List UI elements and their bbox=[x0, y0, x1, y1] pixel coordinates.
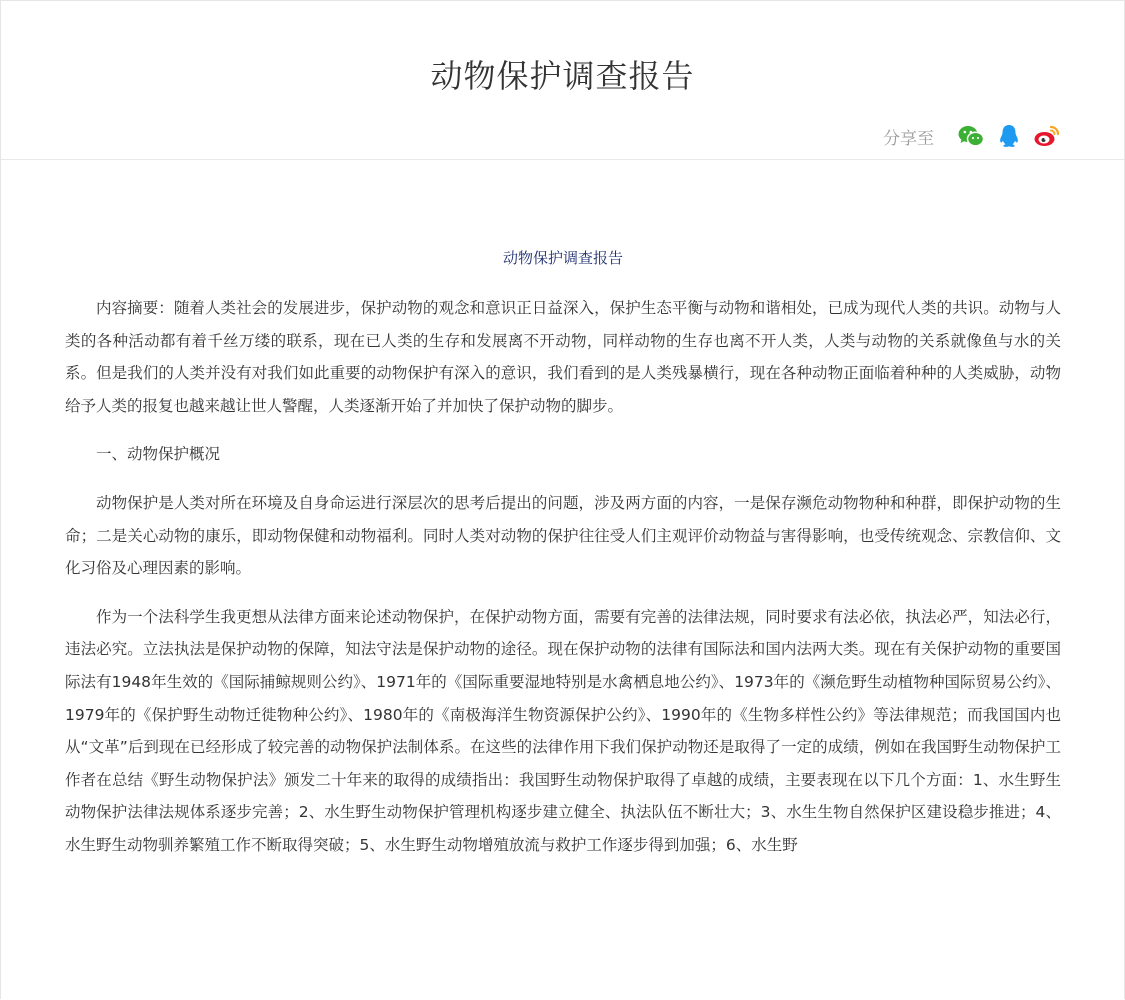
share-label: 分享至 bbox=[883, 128, 934, 149]
section-heading: 一、动物保护概况 bbox=[96, 445, 221, 464]
abstract-paragraph: 内容摘要：随着人类社会的发展进步，保护动物的观念和意识正日益深入，保护生态平衡与动物和谐相处，已成为现代人类的共识。动物与人类的各种活动都有着千丝万缕的联系，现在已人类的生存和发展离不开动物，同样动物的生存也离不开人类，人类与动物的关系就像鱼与水的关系。但是我们的人类并没有对我们如此重要的动物保护有深入的意识，我们看到的是人类残暴横行，现在各种动物正面临着种种的人类威胁，动物给予人类的报复也越来越让世人警醒，人类逐渐开始了并加快了保护动物的脚步。 bbox=[65, 299, 1061, 415]
overview-paragraph: 动物保护是人类对所在环境及自身命运进行深层次的思考后提出的问题，涉及两方面的内容，一是保存濒危动物物种和种群，即保护动物的生命；二是关心动物的康乐，即动物保健和动物福利。同时人类对动物的保护往往受人们主观评价动物益与害得影响，也受传统观念、宗教信仰、文化习俗及心理因素的影响。 bbox=[65, 493, 1061, 578]
page-title: 动物保护调查报告 bbox=[430, 57, 695, 95]
article-header bbox=[1, 1, 1124, 160]
legal-paragraph: 作为一个法科学生我更想从法律方面来论述动物保护，在保护动物方面，需要有完善的法律法规，同时要求有法必依，执法必严，知法必行，违法必究。立法执法是保护动物的保障，知法守法是保护动物的途径。现在保护动物的法律有国际法和国内法两大类。现在有关保护动物的重要国际法有1948年生效的《国际捕鲸规则公约》、1971年的《国际重要湿地特别是水禽栖息地公约》、1973年的《濒危野生动植物种国际贸易公约》、1979年的《保护野生动物迁徙物种公约》、1980年的《南极海洋生物资源保护公约》、1990年的《生物多样性公约》等法律规范；而我国国内也从“文革”后到现在已经形成了较完善的动物保护法制体系。在这些的法律作用下我们保护动物还是取得了一定的成绩，例如在我国野生动物保护工作者在总结《野生动物保护法》颁发二十年来的取得的成绩指出：我国野生动物保护取得了卓越的成绩，主要表现在以下几个方面：1、水生野生动物保护法律法规体系逐步完善；2、水生野生动物保护管理机构逐步建立健全、执法队伍不断壮大；3、水生生物自然保护区建设稳步推进；4、水生野生动物驯养繁殖工作不断取得突破；5、水生野生动物增殖放流与救护工作逐步得到加强；6、水生野 bbox=[65, 607, 1061, 854]
weibo-icon[interactable] bbox=[1032, 121, 1062, 151]
qq-icon[interactable] bbox=[994, 121, 1024, 151]
wechat-icon[interactable] bbox=[956, 121, 986, 151]
article-subtitle: 动物保护调查报告 bbox=[502, 249, 623, 267]
share-bar bbox=[883, 121, 1062, 151]
article-body bbox=[1, 246, 1124, 862]
